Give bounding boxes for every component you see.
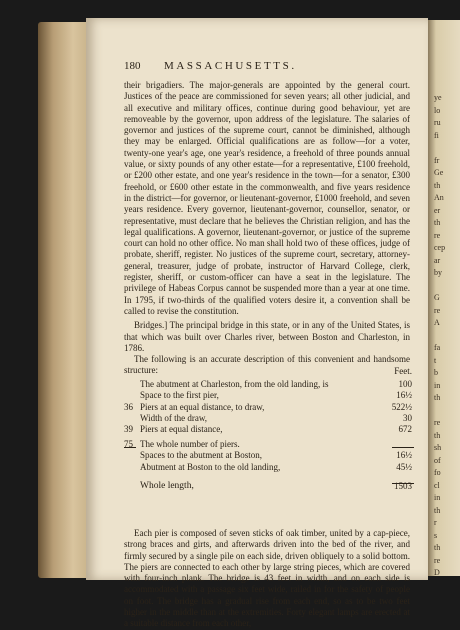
rule-right-2	[392, 483, 414, 484]
row-value: 30	[403, 412, 412, 423]
paragraph-pier-construction: Each pier is composed of seven sticks of oak timber, united by a cap-piece, strong braces and girts, and afterwards driven into the bed of the river, and firmly secured by a single pile on each side, driven obliquely to a solid bottom. The piers are connected to each other by large string pieces, which are covered with four-inch plank. The bridge is 43 feet in width, and on each side is accommodated with a passage six feet wide, railed in for the safety of people on foot. The bridge has a gradual rise from each end, so as to be two feet higher in the middle than at the extremities. Forty elegant lamps are erected at a suitable distance from each other,	[124, 528, 410, 629]
running-header	[124, 60, 394, 74]
row-value: 522½	[391, 401, 412, 412]
running-title: MASSACHUSETTS.	[164, 60, 297, 72]
page-number: 180	[124, 60, 141, 72]
paragraph-description-intro: The following is an accurate description of this convenient and handsome structure:	[124, 354, 410, 376]
row-label: Space to the first pier,	[140, 390, 219, 401]
body-text-continued	[124, 528, 410, 630]
table-total-row	[124, 481, 416, 492]
body-text	[124, 80, 410, 377]
table-row	[124, 439, 416, 450]
table-row	[124, 402, 416, 413]
row-label: Whole length,	[140, 480, 194, 491]
row-label: Width of the draw,	[140, 412, 208, 423]
rule-left-1	[124, 447, 136, 448]
row-value: 1503	[394, 480, 412, 491]
bridge-dimensions-table	[124, 366, 416, 492]
table-row	[124, 450, 416, 461]
paragraph-bridges: Bridges.] The principal bridge in this state, or in any of the United States, is that which was built over Charles river, between Boston and Charleston, in 1786.	[124, 320, 410, 353]
row-number: 36	[124, 401, 133, 412]
table-row	[124, 462, 416, 473]
row-label: Piers at equal distance,	[140, 423, 223, 434]
table-header-row	[124, 366, 416, 377]
rule-right-1	[392, 447, 414, 448]
row-label: The abutment at Charleston, from the old landing, is	[140, 379, 329, 390]
table-row	[124, 413, 416, 424]
row-value: 100	[398, 379, 412, 390]
table-row	[124, 379, 416, 390]
row-number: 75	[124, 439, 133, 450]
facing-page-edge	[428, 20, 460, 576]
facing-page-fragments: ye lo ru fi fr Ge th An er th re cep ar by G re A fa t b in th re th sh of fo cl in th r s th re D	[434, 93, 446, 577]
table-row	[124, 424, 416, 435]
unit-header: Feet.	[394, 366, 412, 376]
row-label: The whole number of piers.	[140, 439, 240, 450]
paragraph-constitution: their brigadiers. The major-generals are appointed by the general court. Justices of the peace are commissioned for seven years; all other judicial, and all executive and military offices, continue during good behaviour, yet are removeable by the governor, upon address of the legislature. The salaries of governor and justices of the supreme court, cannot be diminished, although they may be enlarged. Official qualifications are as follow—for a voter, twenty-one year's age, one year's residence, a freehold of three pounds annual value, or sixty pounds of any other estate—for a representative, £100 freehold, or £200 other estate, and one year's residence in the town—for a senator, £300 freehold, or £600 other estate in the commonwealth, and five years residence in the district—for governor, or lieutenant-governor, £1000 freehold, and seven years residence. Every governor, lieutenant-governor, counsellor, senator, or representative, must declare that he believes the Christian religion, and has the legal qualifications. A governor, lieutenant-governor, or justice of the supreme court can hold no other office. No man shall hold two of these offices, judge of probate, sheriff, register. No justices of the supreme court, secretary, attorney-general, treasurer, judge of probate, instructor of Harvard College, clerk, register, sheriff, or custom-officer can have a seat in the legislature. The privilege of Habeas Corpus cannot be suspended more than a year at one time. In 1795, if two-thirds of the qualified voters desire it, a convention shall be called to revise the constitution.	[124, 80, 410, 316]
row-label: Spaces to the abutment at Boston,	[140, 450, 262, 461]
row-value: 16½	[396, 390, 412, 401]
row-label: Piers at an equal distance, to draw,	[140, 401, 265, 412]
book-spine	[38, 22, 88, 578]
row-value: 16½	[396, 450, 412, 461]
book-page	[86, 18, 428, 629]
row-number: 39	[124, 423, 133, 434]
row-value: 45½	[396, 461, 412, 472]
row-value: 672	[398, 423, 412, 434]
table-row	[124, 390, 416, 401]
row-label: Abutment at Boston to the old landing,	[140, 461, 281, 472]
